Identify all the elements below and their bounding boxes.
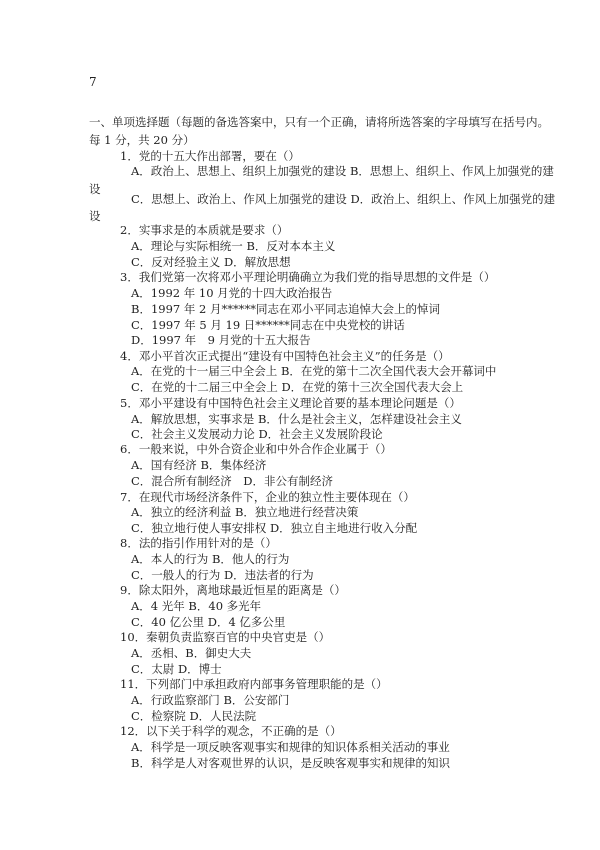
question-2-option-line: C．反对经验主义 D．解放思想 — [131, 255, 291, 269]
question-8-stem: 8．法的指引作用针对的是（） — [120, 536, 277, 550]
question-7-option-line: A．独立的经济利益 B．独立地进行经营决策 — [131, 505, 359, 519]
question-3-stem: 3．我们党第一次将邓小平理论明确确立为我们党的指导思想的文件是（） — [120, 270, 496, 284]
question-2-option-line: A．理论与实际相统一 B．反对本本主义 — [131, 239, 336, 253]
question-9-option-line: C．40 亿公里 D．4 亿多公里 — [131, 615, 286, 629]
question-6-option-line: A．国有经济 B．集体经济 — [131, 458, 267, 472]
question-3-option-line: D．1997 年 9 月党的十五大报告 — [131, 333, 311, 347]
question-12-option-line: A．科学是一项反映客观事实和规律的知识体系相关活动的事业 — [131, 740, 450, 754]
question-7-stem: 7．在现代市场经济条件下，企业的独立性主要体现在（） — [120, 490, 415, 504]
question-5-option-line: C．社会主义发展动力论 D．社会主义发展阶段论 — [131, 427, 383, 441]
question-1-option-wrap: 设 — [89, 209, 101, 223]
section-heading-continued: 每 1 分，共 20 分） — [89, 133, 195, 147]
question-8-option-line: C．一般人的行为 D．违法者的行为 — [131, 568, 314, 582]
question-2-stem: 2．实事求是的本质就是要求（） — [120, 223, 289, 237]
question-5-option-line: A．解放思想，实事求是 B．什么是社会主义，怎样建设社会主义 — [131, 412, 462, 426]
question-5-stem: 5．邓小平建设有中国特色社会主义理论首要的基本理论问题是（） — [120, 396, 461, 410]
question-3-option-line: C．1997 年 5 月 19 日******同志在中央党校的讲话 — [131, 318, 405, 332]
question-11-option-line: C．检察院 D．人民法院 — [131, 709, 257, 723]
question-4-option-line: A．在党的十一届三中全会上 B．在党的第十二次全国代表大会开幕词中 — [131, 364, 497, 378]
question-9-stem: 9．除太阳外，离地球最近恒星的距离是（） — [120, 583, 346, 597]
section-heading: 一、单项选择题（每题的备选答案中，只有一个正确，请将所选答案的字母填写在括号内。 — [89, 115, 549, 129]
question-1-stem: 1．党的十五大作出部署，要在（） — [120, 149, 300, 163]
question-1-option-wrap: 设 — [89, 182, 101, 196]
question-12-stem: 12．以下关于科学的观念，不正确的是（） — [120, 724, 342, 738]
question-10-stem: 10．秦朝负责监察百官的中央官吏是（） — [120, 630, 331, 644]
page-number: 7 — [89, 75, 97, 89]
question-3-option-line: A．1992 年 10 月党的十四大政治报告 — [131, 286, 333, 300]
question-8-option-line: A．本人的行为 B．他人的行为 — [131, 552, 290, 566]
question-6-option-line: C．混合所有制经济 D．非公有制经济 — [131, 474, 334, 488]
question-4-option-line: C．在党的十二届三中全会上 D．在党的第十三次全国代表大会上 — [131, 380, 464, 394]
question-3-option-line: B．1997 年 2 月******同志在邓小平同志追悼大会上的悼词 — [131, 302, 440, 316]
question-9-option-line: A．4 光年 B．40 多光年 — [131, 599, 262, 613]
question-4-stem: 4．邓小平首次正式提出“建设有中国特色社会主义”的任务是（） — [120, 349, 450, 363]
question-10-option-line: C．太尉 D．博士 — [131, 662, 222, 676]
question-10-option-line: A．丞相、B．御史大夫 — [131, 646, 252, 660]
question-7-option-line: C．独立地行使人事安排权 D．独立自主地进行收入分配 — [131, 521, 418, 535]
question-12-option-line: B．科学是人对客观世界的认识，是反映客观事实和规律的知识 — [131, 756, 450, 770]
question-1-option-line: C．思想上、政治上、作风上加强党的建设 D．政治上、组织上、作风上加强党的建 — [131, 192, 556, 206]
question-11-stem: 11．下列部门中承担政府内部事务管理职能的是（） — [120, 677, 388, 691]
question-6-stem: 6．一般来说，中外合资企业和中外合作企业属于（） — [120, 442, 392, 456]
question-11-option-line: A．行政监察部门 B．公安部门 — [131, 693, 290, 707]
question-1-option-line: A．政治上、思想上、组织上加强党的建设 B．思想上、组织上、作风上加强党的建 — [131, 164, 554, 178]
